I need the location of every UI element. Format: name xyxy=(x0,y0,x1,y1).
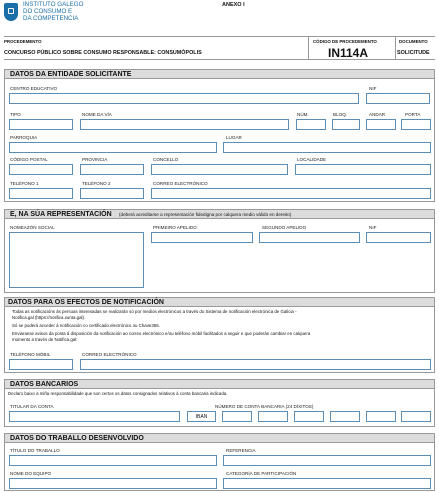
lugar-field[interactable] xyxy=(223,142,431,153)
label-nome-via: NOME DA VÍA xyxy=(82,112,112,117)
notification-text-4: Enviaranse avisos da posta á disposición da notificación ao correo electrónico e/ou teléfono móbil facilitados a seguir e que poderán cambiar en calquera xyxy=(12,331,311,336)
label-tel1: TELÉFONO 1 xyxy=(10,181,39,186)
label-concello: CONCELLO xyxy=(153,157,179,162)
apelido2-field[interactable] xyxy=(259,232,360,243)
section-notification-title: DATOS PARA OS EFECTOS DE NOTIFICACIÓN xyxy=(8,298,164,306)
account-part-6[interactable] xyxy=(401,411,431,422)
porta-field[interactable] xyxy=(401,119,431,130)
procedure-value: CONCURSO PÚBLICO SOBRE CONSUMO RESPONSABLE: CONSUMÓPOLIS xyxy=(4,50,202,56)
account-part-4[interactable] xyxy=(330,411,360,422)
apelido1-field[interactable] xyxy=(151,232,253,243)
divider xyxy=(308,37,309,60)
label-notif-email: CORREO ELECTRÓNICO xyxy=(82,352,137,357)
bank-note: Declaro baixo a miña responsabilidade que son certos os datos consignados relativos á conta bancaria indicada. xyxy=(8,391,228,396)
provincia-field[interactable] xyxy=(80,164,144,175)
account-part-2[interactable] xyxy=(258,411,288,422)
notification-text-2: Notifica.gal (https://notifica.xunta.gal). xyxy=(12,315,86,320)
account-part-5[interactable] xyxy=(366,411,396,422)
mobile-field[interactable] xyxy=(9,359,73,370)
label-andar: ANDAR xyxy=(369,112,386,117)
andar-field[interactable] xyxy=(366,119,396,130)
label-parroquia: PARROQUIA xyxy=(10,135,38,140)
email-field[interactable] xyxy=(151,188,431,199)
label-email: CORREO ELECTRÓNICO xyxy=(153,181,208,186)
account-part-3[interactable] xyxy=(294,411,324,422)
work-title-field[interactable] xyxy=(9,455,217,466)
label-tel2: TELÉFONO 2 xyxy=(82,181,111,186)
notif-email-field[interactable] xyxy=(80,359,431,370)
concello-field[interactable] xyxy=(151,164,288,175)
label-work-title: TÍTULO DO TRABALLO xyxy=(10,448,60,453)
label-team: NOME DO EQUIPO xyxy=(10,471,52,476)
annex-title: ANEXO I xyxy=(222,2,245,8)
document-value: SOLICITUDE xyxy=(397,50,430,56)
label-lugar: LUGAR xyxy=(226,135,242,140)
label-bloq: BLOQ. xyxy=(333,112,348,117)
label-provincia: PROVINCIA xyxy=(82,157,108,162)
divider xyxy=(395,37,396,60)
label-apelido1: PRIMEIRO APELIDO xyxy=(153,225,197,230)
rep-nif-field[interactable] xyxy=(366,232,431,243)
bloq-field[interactable] xyxy=(332,119,360,130)
section-representation-title: E, NA SÚA REPRESENTACIÓN xyxy=(10,210,112,218)
tel1-field[interactable] xyxy=(9,188,73,199)
section-work-title: DATOS DO TRABALLO DESENVOLVIDO xyxy=(10,434,144,442)
tipo-field[interactable] xyxy=(9,119,73,130)
notification-text-5: momento a través de Notifica.gal: xyxy=(12,337,78,342)
section-bank-title: DATOS BANCARIOS xyxy=(10,380,79,388)
section-representation-note: (deberá acreditarse a representación fidedigna por calquera medio válido en dereito) xyxy=(119,212,292,217)
code-label: CÓDIGO DE PROCEDEMENTO xyxy=(313,39,377,44)
logo-text-2: DO CONSUMO E xyxy=(23,7,73,15)
label-tipo: TIPO xyxy=(10,112,21,117)
label-holder: TITULAR DA CONTA xyxy=(10,404,54,409)
team-field[interactable] xyxy=(9,478,217,489)
label-category: CATEGORÍA DE PARTICIPACIÓN xyxy=(226,471,297,476)
holder-field[interactable] xyxy=(9,411,180,422)
logo-text-3: DA COMPETENCIA xyxy=(23,14,79,22)
procedure-label: PROCEDEMENTO xyxy=(4,39,42,44)
label-porta: PORTA xyxy=(405,112,421,117)
document-label: DOCUMENTO xyxy=(399,39,428,44)
label-localidade: LOCALIDADE xyxy=(297,157,327,162)
tel2-field[interactable] xyxy=(80,188,144,199)
nome-via-field[interactable] xyxy=(80,119,289,130)
notification-text-3: Só se poderá acceder á notificación co certificado electrónico ou Chave365. xyxy=(12,323,160,328)
label-nome-social: NOMEAZÓN SOCIAL xyxy=(10,225,55,230)
iban-label: IBAN xyxy=(187,411,216,422)
reference-field[interactable] xyxy=(223,455,431,466)
cp-field[interactable] xyxy=(9,164,73,175)
label-rep-nif: NIF xyxy=(369,225,377,230)
galicia-shield-icon xyxy=(4,3,18,21)
localidade-field[interactable] xyxy=(295,164,431,175)
label-apelido2: SEGUNDO APELIDO xyxy=(262,225,307,230)
account-part-1[interactable] xyxy=(222,411,252,422)
label-account: NÚMERO DE CONTA BANCARIA (24 DÍXITOS) xyxy=(215,404,314,409)
label-cp: CÓDIGO POSTAL xyxy=(10,157,48,162)
parroquia-field[interactable] xyxy=(9,142,217,153)
logo-text-1: INSTITUTO GALEGO xyxy=(23,1,84,8)
label-mobile: TELÉFONO MÓBIL xyxy=(10,352,51,357)
nif-field[interactable] xyxy=(366,93,430,104)
procedure-header xyxy=(4,36,435,60)
label-reference: REFERENCIA xyxy=(226,448,256,453)
nome-social-field[interactable] xyxy=(9,232,144,288)
label-centro: CENTRO EDUCATIVO xyxy=(10,86,58,91)
notification-text-1: Todas as notificacións ás persoas interesadas se realizarán só por medios electrónicos a través do Sistema de notificación electrónica de Galicia - xyxy=(12,309,297,314)
section-applicant-title: DATOS DA ENTIDADE SOLICITANTE xyxy=(10,70,132,78)
centro-field[interactable] xyxy=(9,93,359,104)
category-field[interactable] xyxy=(223,478,431,489)
label-num: NÚM. xyxy=(297,112,309,117)
logo xyxy=(3,2,83,24)
label-nif: NIF xyxy=(369,86,377,91)
num-field[interactable] xyxy=(296,119,326,130)
code-value: IN114A xyxy=(328,46,369,60)
